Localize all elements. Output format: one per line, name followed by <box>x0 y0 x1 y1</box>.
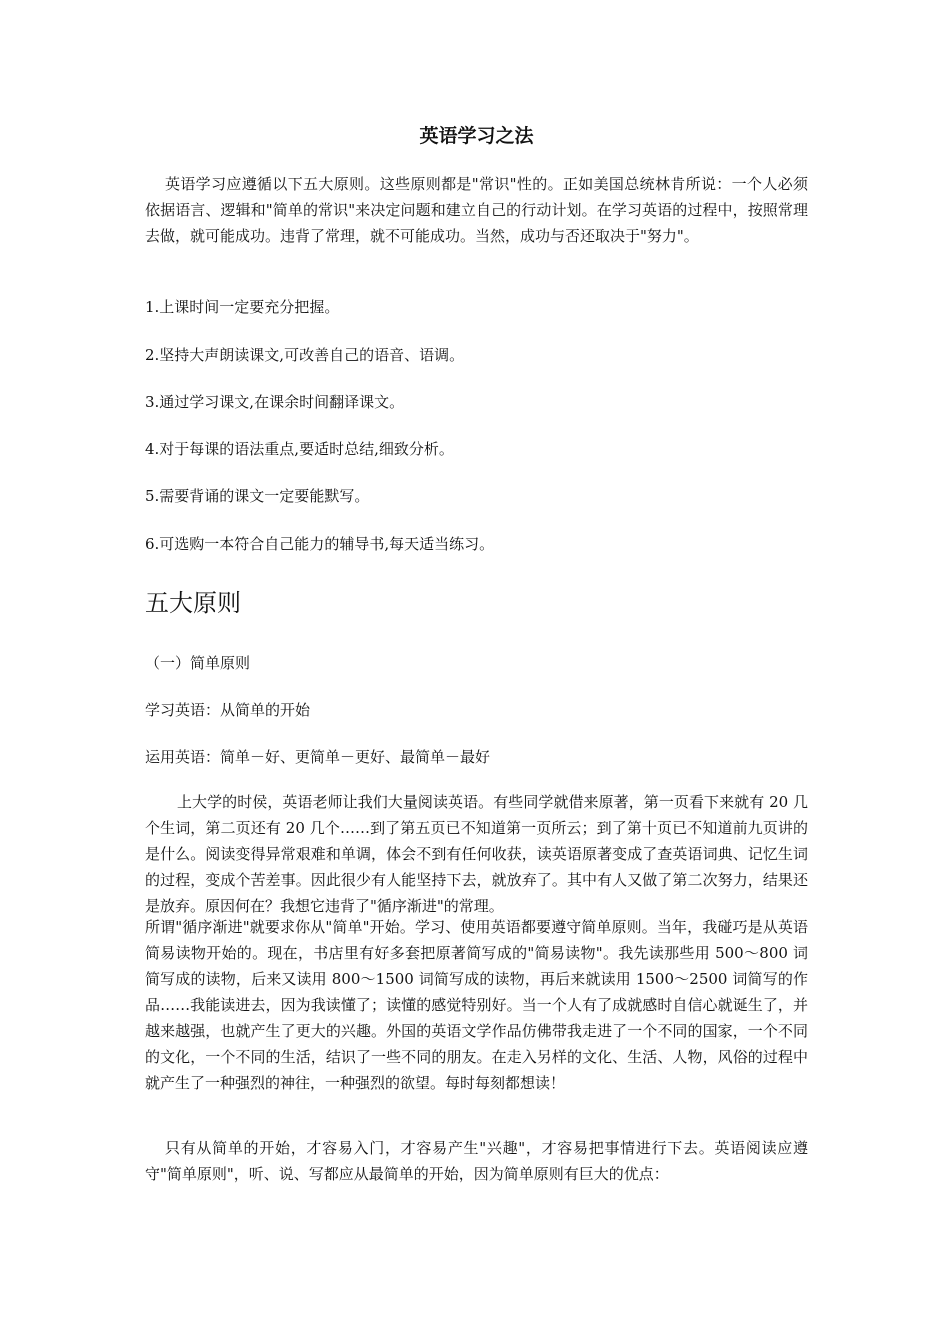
learn-line: 学习英语：从简单的开始 <box>145 701 311 719</box>
section-heading: 五大原则 <box>145 589 241 617</box>
list-item: 2.坚持大声朗读课文,可改善自己的语音、语调。 <box>145 346 465 364</box>
story-paragraph-2: 所谓"循序渐进"就要求你从"简单"开始。学习、使用英语都要遵守简单原则。当年，我碰巧是从英语简易读物开始的。现在，书店里有好多套把原著简写成的"简易读物"。我先读那些用 500～800 词简写成的读物，后来又读用 800～1500 词简写成的读物，再后来就读用 1500～2500 词简写的作品……我能读进去，因为我读懂了；读懂的感觉特别好。当一个人有了成就感时自信心就诞生了，并越来越强，也就产生了更大的兴趣。外国的英语文学作品仿佛带我走进了一个不同的国家，一个不同的文化，一个不同的生活，结识了一些不同的朋友。在走入另样的文化、生活、人物，风俗的过程中就产生了一种强烈的神往，一种强烈的欲望。每时每刻都想读！ <box>145 918 808 1092</box>
document-title: 英语学习之法 <box>419 125 534 147</box>
use-line: 运用英语：简单－好、更简单－更好、最简单－最好 <box>145 748 491 766</box>
list-item: 4.对于每课的语法重点,要适时总结,细致分析。 <box>145 440 454 458</box>
list-item: 5.需要背诵的课文一定要能默写。 <box>145 487 370 505</box>
conclusion-paragraph: 只有从简单的开始，才容易入门，才容易产生"兴趣"，才容易把事情进行下去。英语阅读应遵守"简单原则"，听、说、写都应从最简单的开始，因为简单原则有巨大的优点： <box>145 1139 808 1183</box>
list-item: 6.可选购一本符合自己能力的辅导书,每天适当练习。 <box>145 535 495 553</box>
story-paragraph-1: 上大学的时侯，英语老师让我们大量阅读英语。有些同学就借来原著，第一页看下来就有 20 几个生词，第二页还有 20 几个……到了第五页已不知道第一页所云；到了第十页已不知道前九页讲的是什么。阅读变得异常艰难和单调，体会不到有任何收获，读英语原著变成了查英语词典、记忆生词的过程，变成个苦差事。因此很少有人能坚持下去，就放弃了。其中有人又做了第二次努力，结果还是放弃。原因何在？我想它违背了"循序渐进"的常理。 <box>145 793 808 915</box>
subsection-title: （一）简单原则 <box>145 654 251 672</box>
list-item: 1.上课时间一定要充分把握。 <box>145 298 340 316</box>
list-item: 3.通过学习课文,在课余时间翻译课文。 <box>145 393 405 411</box>
document-page <box>145 0 808 1344</box>
intro-paragraph: 英语学习应遵循以下五大原则。这些原则都是"常识"性的。正如美国总统林肯所说：一个人必须依据语言、逻辑和"简单的常识"来决定问题和建立自己的行动计划。在学习英语的过程中，按照常理去做，就可能成功。违背了常理，就不可能成功。当然，成功与否还取决于"努力"。 <box>145 175 808 245</box>
